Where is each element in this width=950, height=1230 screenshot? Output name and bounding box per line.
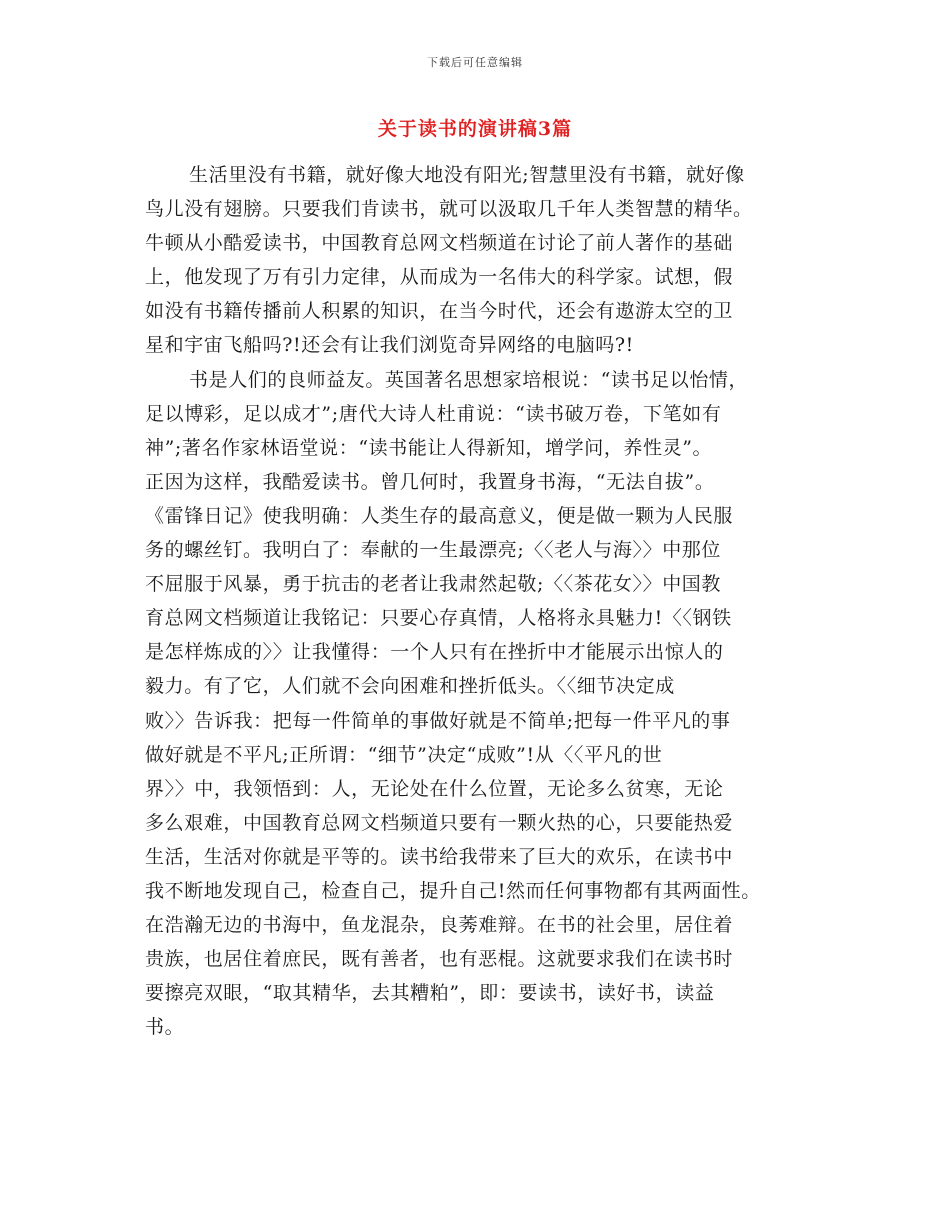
- paragraph-1-line-5: 如没有书籍传播前人积累的知识，在当今时代，还会有遨游太空的卫: [145, 300, 734, 323]
- paragraph-1-line-1: 生活里没有书籍，就好像大地没有阳光;智慧里没有书籍，就好像: [189, 164, 745, 186]
- page-header-note: 下载后可任意编辑: [427, 56, 523, 69]
- paragraph-2-line-1: 书是人们的良师益友。英国著名思想家培根说：“读书足以怡情，: [189, 368, 749, 391]
- paragraph-2-line-8: 育总网文档频道让我铭记：只要心存真情，人格将永具魅力!〈〈钢铁: [145, 607, 732, 630]
- document-title: 关于读书的演讲稿3篇: [377, 118, 573, 140]
- paragraph-2-line-3: 神”;著名作家林语堂说：“读书能让人得新知，增学问，养性灵”。: [145, 436, 713, 459]
- paragraph-2-line-20: 书。: [145, 1016, 185, 1039]
- paragraph-2-line-19: 要擦亮双眼，“取其精华，去其糟粕”，即：要读书，读好书，读益: [145, 982, 715, 1005]
- paragraph-1-line-6: 星和宇宙飞船吗?!还会有让我们浏览奇异网络的电脑吗?!: [145, 334, 634, 357]
- paragraph-1-line-2: 鸟儿没有翅膀。只要我们肯读书，就可以汲取几千年人类智慧的精华。: [145, 198, 753, 221]
- paragraph-2-line-7: 不屈服于风暴，勇于抗击的老者让我肃然起敬;〈〈茶花女〉〉中国教: [145, 573, 722, 596]
- paragraph-2-line-13: 界〉〉中，我领悟到：人，无论处在什么位置，无论多么贫寒，无论: [145, 777, 724, 800]
- paragraph-1-line-3: 牛顿从小酷爱读书，中国教育总网文档频道在讨论了前人著作的基础: [145, 232, 734, 255]
- paragraph-2-line-4: 正因为这样，我酷爱读书。曾几何时，我置身书海，“无法自拔”。: [145, 470, 715, 493]
- paragraph-2-line-18: 贵族，也居住着庶民，既有善者，也有恶棍。这就要求我们在读书时: [145, 948, 734, 971]
- paragraph-2-line-2: 足以博彩，足以成才”;唐代大诗人杜甫说：“读书破万卷，下笔如有: [145, 402, 722, 425]
- paragraph-2-line-6: 务的螺丝钉。我明白了：奉献的一生最漂亮;〈〈老人与海〉〉中那位: [145, 539, 722, 562]
- paragraph-2-line-5: 《雷锋日记》使我明确：人类生存的最高意义，便是做一颗为人民服: [145, 504, 734, 527]
- paragraph-2-line-15: 生活，生活对你就是平等的。读书给我带来了巨大的欢乐，在读书中: [145, 845, 734, 868]
- paragraph-2-line-14: 多么艰难，中国教育总网文档频道只要有一颗火热的心，只要能热爱: [145, 811, 734, 834]
- paragraph-2-line-10: 毅力。有了它，人们就不会向困难和挫折低头。〈〈细节决定成: [145, 675, 675, 698]
- paragraph-2-line-9: 是怎样炼成的〉〉让我懂得：一个人只有在挫折中才能展示出惊人的: [145, 641, 724, 664]
- document-body: [145, 158, 810, 1044]
- paragraph-2-line-16: 我不断地发现自己，检查自己，提升自己!然而任何事物都有其两面性。: [145, 879, 761, 902]
- paragraph-2-line-17: 在浩瀚无边的书海中，鱼龙混杂，良莠难辩。在书的社会里，居住着: [145, 914, 734, 937]
- paragraph-1-line-4: 上，他发现了万有引力定律，从而成为一名伟大的科学家。试想，假: [145, 266, 734, 289]
- paragraph-2-line-11: 败〉〉告诉我：把每一件简单的事做好就是不简单;把每一件平凡的事: [145, 709, 731, 732]
- paragraph-2-line-12: 做好就是不平凡;正所谓：“细节”决定“成败”!从〈〈平凡的世: [145, 743, 663, 766]
